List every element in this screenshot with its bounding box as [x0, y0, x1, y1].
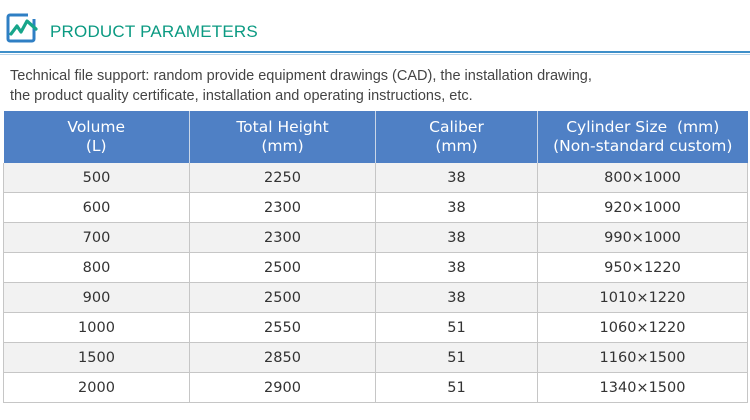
column-header-caliber [376, 111, 538, 163]
column-header-label: Cylinder Size (mm) [566, 118, 720, 136]
intro-text [10, 66, 740, 106]
cell-volume: 700 [4, 223, 190, 253]
table-row [4, 223, 748, 253]
cell-volume: 1500 [4, 343, 190, 373]
cell-caliber: 38 [376, 223, 538, 253]
cell-cylinder-size: 1340×1500 [538, 373, 748, 403]
cell-cylinder-size: 1160×1500 [538, 343, 748, 373]
cell-total-height: 2900 [190, 373, 376, 403]
column-header-unit: (mm) [435, 137, 478, 155]
parameters-table [3, 111, 748, 403]
cell-caliber: 38 [376, 193, 538, 223]
cell-volume: 500 [4, 163, 190, 193]
cell-caliber: 51 [376, 373, 538, 403]
cell-cylinder-size: 1060×1220 [538, 313, 748, 343]
column-header-label: Total Height [236, 118, 329, 136]
cell-caliber: 51 [376, 313, 538, 343]
cell-total-height: 2850 [190, 343, 376, 373]
cell-total-height: 2550 [190, 313, 376, 343]
column-header-unit: (mm) [261, 137, 304, 155]
cell-total-height: 2500 [190, 283, 376, 313]
cell-cylinder-size: 800×1000 [538, 163, 748, 193]
column-header-total-height [190, 111, 376, 163]
table-row [4, 253, 748, 283]
header-divider [0, 51, 750, 53]
header-divider-thin [0, 54, 750, 55]
cell-caliber: 38 [376, 283, 538, 313]
column-header-unit: (Non-standard custom) [553, 137, 733, 155]
cell-total-height: 2250 [190, 163, 376, 193]
table-row [4, 283, 748, 313]
cell-caliber: 38 [376, 163, 538, 193]
cell-caliber: 38 [376, 253, 538, 283]
cell-cylinder-size: 990×1000 [538, 223, 748, 253]
table-row [4, 313, 748, 343]
table-row [4, 193, 748, 223]
cell-total-height: 2500 [190, 253, 376, 283]
cell-cylinder-size: 1010×1220 [538, 283, 748, 313]
cell-volume: 900 [4, 283, 190, 313]
chart-pulse-icon [6, 12, 38, 44]
cell-cylinder-size: 920×1000 [538, 193, 748, 223]
cell-volume: 600 [4, 193, 190, 223]
cell-total-height: 2300 [190, 193, 376, 223]
cell-volume: 1000 [4, 313, 190, 343]
intro-line-1: Technical file support: random provide equipment drawings (CAD), the installation drawing, [10, 68, 592, 84]
intro-line-2: the product quality certificate, installation and operating instructions, etc. [10, 88, 473, 104]
column-header-volume [4, 111, 190, 163]
column-header-unit: (L) [85, 137, 107, 155]
cell-volume: 2000 [4, 373, 190, 403]
table-row [4, 343, 748, 373]
cell-volume: 800 [4, 253, 190, 283]
column-header-label: Volume [67, 118, 126, 136]
column-header-label: Caliber [429, 118, 484, 136]
cell-total-height: 2300 [190, 223, 376, 253]
column-header-cylinder-size [538, 111, 748, 163]
table-row [4, 373, 748, 403]
cell-cylinder-size: 950×1220 [538, 253, 748, 283]
page-title: PRODUCT PARAMETERS [50, 22, 258, 41]
table-header-row [4, 111, 748, 163]
cell-caliber: 51 [376, 343, 538, 373]
section-header [0, 0, 750, 60]
table-row [4, 163, 748, 193]
